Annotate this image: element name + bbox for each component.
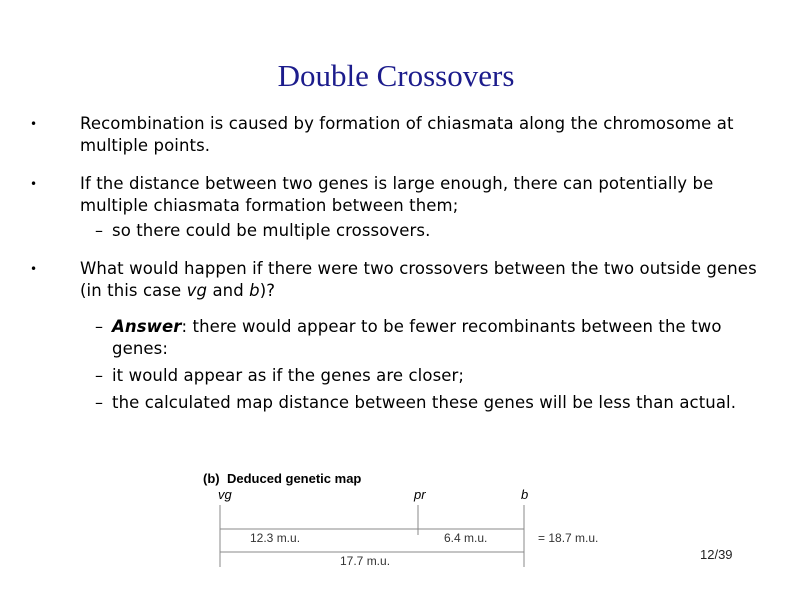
answer-text: : there would appear to be fewer recombinants between the two genes:	[112, 317, 722, 358]
answer-label: Answer	[112, 317, 182, 336]
sub-bullet-text: so there could be multiple crossovers.	[112, 221, 431, 240]
bullet-3-pre: What would happen if there were two crossovers between the two outside genes (in this case	[80, 259, 757, 300]
figure-caption-letter: (b)	[203, 471, 220, 486]
dash-glyph: –	[95, 221, 103, 240]
distance-sum: = 18.7 m.u.	[538, 531, 599, 545]
bullet-1-text: Recombination is caused by formation of chiasmata along the chromosome at multiple points.	[80, 114, 734, 155]
gene-label-vg: vg	[218, 487, 232, 502]
figure-caption: Deduced genetic map	[227, 471, 362, 486]
distance-vg-b: 17.7 m.u.	[340, 554, 391, 568]
gene-label-b: b	[521, 487, 529, 502]
bullet-glyph: •	[30, 117, 38, 131]
bullet-2-text: If the distance between two genes is large enough, there can potentially be multiple chiasmata formation between them;	[80, 174, 714, 215]
dash-glyph: –	[95, 393, 103, 412]
genetic-map-figure	[200, 465, 620, 575]
bullet-glyph: •	[30, 177, 38, 191]
gene-label-pr: pr	[414, 487, 426, 502]
bullet-glyph: •	[30, 262, 38, 276]
sub-bullet-text: it would appear as if the genes are closer;	[112, 366, 465, 385]
slide-title: Double Crossovers	[277, 58, 515, 93]
bullet-3-post: )?	[259, 281, 276, 300]
gene-vg-inline: vg	[186, 281, 208, 300]
bullet-3-and: and	[207, 281, 250, 300]
dash-glyph: –	[95, 317, 103, 336]
page-number: 12/39	[700, 547, 733, 562]
sub-bullet-text: the calculated map distance between these genes will be less than actual.	[112, 393, 737, 412]
distance-pr-b: 6.4 m.u.	[444, 531, 488, 545]
distance-vg-pr: 12.3 m.u.	[250, 531, 301, 545]
gene-b-inline: b	[249, 281, 260, 300]
dash-glyph: –	[95, 366, 103, 385]
bullet-3-text	[80, 258, 760, 302]
sub-bullet-answer	[112, 316, 752, 360]
